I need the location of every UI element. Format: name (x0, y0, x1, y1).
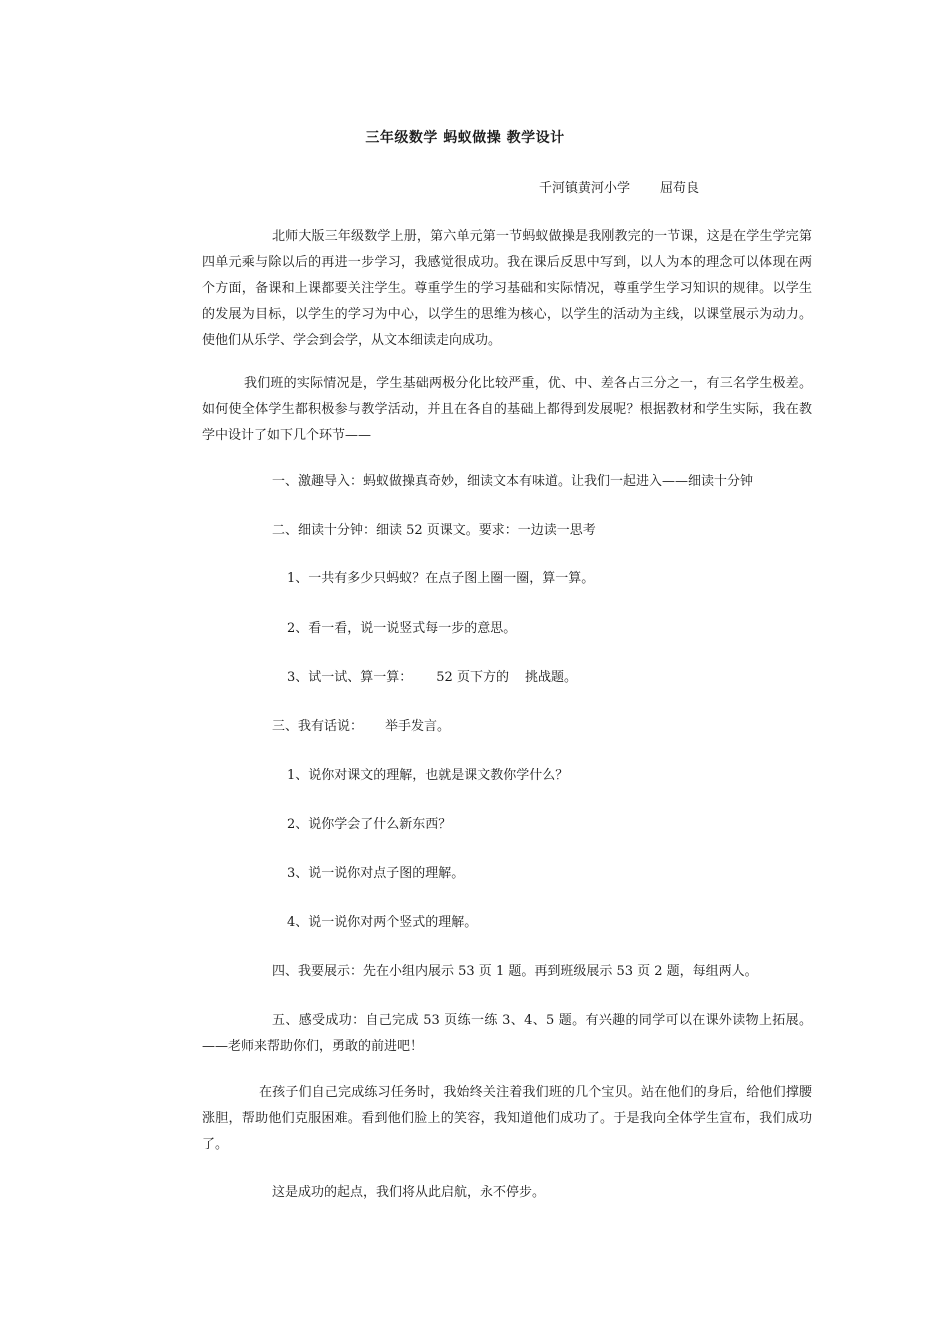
section-3-heading: 三、我有话说： (272, 719, 364, 734)
section-2-item-3-part-c: 挑战题。 (524, 670, 577, 685)
section-3-item: 3、说一说你对点子图的理解。 (287, 866, 465, 881)
section-2-item: 1、一共有多少只蚂蚁？在点子图上圈一圈，算一算。 (287, 571, 595, 586)
school-name: 千河镇黄河小学 (539, 181, 631, 196)
intro-paragraph-1: 北师大版三年级数学上册，第六单元第一节蚂蚁做操是我刚教完的一节课，这是在学生学完第四单元乘与除以后的再进一步学习，我感觉很成功。我在课后反思中写到，以人为本的理念可以体现在两个方面，备课和上课都要关注学生。尊重学生的学习基础和实际情况，尊重学生学习知识的规律。以学生的发展为目标，以学生的学习为中心，以学生的思维为核心，以学生的活动为主线，以课堂展示为动力。使他们从乐学、学会到会学，从文本细读走向成功。 (202, 229, 812, 348)
section-2-item-3 (287, 665, 577, 691)
document-title: 三年级数学 蚂蚁做操 教学设计 (365, 130, 565, 146)
section-5: 五、感受成功：自己完成 53 页练一练 3、4、5 题。有兴趣的同学可以在课外读物上拓展。——老师来帮助你们，勇敢的前进吧！ (202, 1013, 812, 1054)
section-3-item: 2、说你学会了什么新东西？ (287, 817, 452, 832)
section-2-item: 2、看一看，说一说竖式每一步的意思。 (287, 621, 517, 636)
author-line (539, 177, 699, 196)
section-1: 一、激趣导入：蚂蚁做操真奇妙，细读文本有味道。让我们一起进入——细读十分钟 (272, 474, 754, 489)
reflection-paragraph: 在孩子们自己完成练习任务时，我始终关注着我们班的几个宝贝。站在他们的身后，给他们撑腰涨胆，帮助他们克服困难。看到他们脸上的笑容，我知道他们成功了。于是我向全体学生宣布，我们成功了。 (202, 1085, 812, 1152)
section-3-item: 1、说你对课文的理解，也就是课文教你学什么？ (287, 768, 569, 783)
section-2-item-3-part-b: 52 页下方的 (436, 670, 509, 685)
closing-line: 这是成功的起点，我们将从此启航，永不停步。 (272, 1185, 546, 1200)
author-name: 屈苟良 (660, 181, 700, 196)
section-2: 二、细读十分钟：细读 52 页课文。要求：一边读一思考 (272, 523, 596, 538)
section-3 (272, 714, 450, 740)
section-4: 四、我要展示：先在小组内展示 53 页 1 题。再到班级展示 53 页 2 题，每组两人。 (272, 964, 758, 979)
intro-paragraph-2: 我们班的实际情况是，学生基础两极分化比较严重，优、中、差各占三分之一，有三名学生极差。如何使全体学生都积极参与教学活动，并且在各自的基础上都得到发展呢？根据教材和学生实际，我在教学中设计了如下几个环节—— (202, 376, 812, 443)
section-3-note: 举手发言。 (385, 719, 451, 734)
section-2-item-3-part-a: 3、试一试、算一算： (287, 670, 413, 685)
section-3-item: 4、说一说你对两个竖式的理解。 (287, 915, 478, 930)
